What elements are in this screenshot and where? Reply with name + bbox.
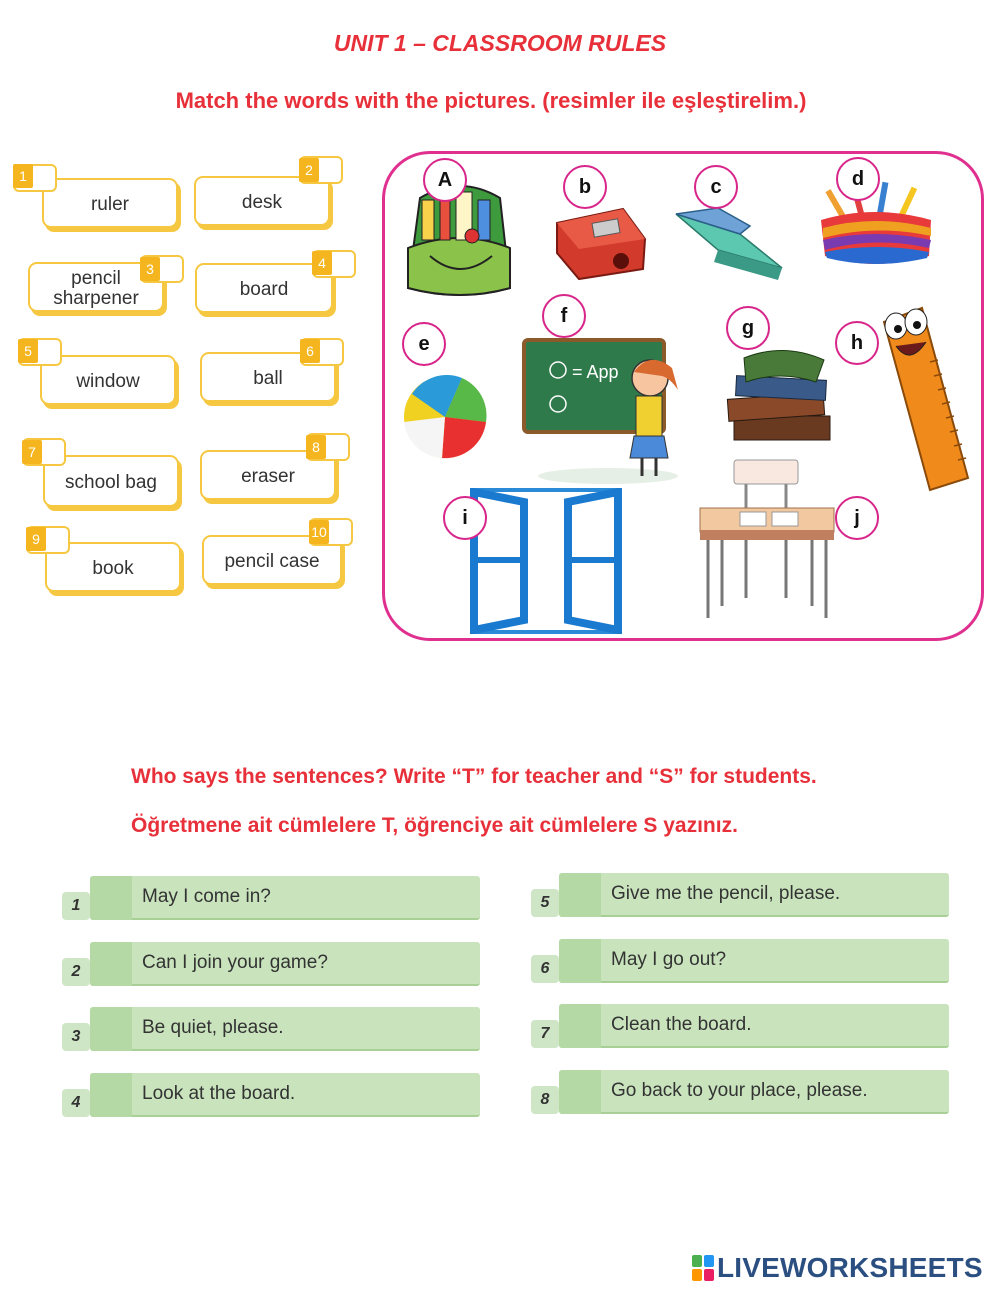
word-card-pencil-case: pencil case <box>202 535 342 585</box>
eraser-icon <box>670 204 788 284</box>
liveworksheets-icon <box>692 1255 714 1281</box>
teacher-student-instruction: Who says the sentences? Write “T” for teacher and “S” for students. <box>131 765 817 788</box>
sentence-text: Go back to your place, please. <box>611 1080 868 1101</box>
word-number-1: 1 <box>13 164 33 188</box>
answer-box-3[interactable] <box>90 1007 132 1051</box>
ball-icon <box>402 374 488 460</box>
picture-label-h: h <box>835 321 879 365</box>
sentence-text: Look at the board. <box>142 1083 296 1104</box>
answer-box-5[interactable] <box>559 873 601 917</box>
sentence-row-4 <box>62 1073 480 1117</box>
picture-label-f: f <box>542 294 586 338</box>
sentence-number: 5 <box>531 889 559 917</box>
answer-box-7[interactable] <box>559 1004 601 1048</box>
window-icon <box>470 488 622 634</box>
word-card-desk: desk <box>194 176 330 226</box>
sentence-number: 1 <box>62 892 90 920</box>
worksheet-title: UNIT 1 – CLASSROOM RULES <box>333 30 667 56</box>
board-chalk-text: = App <box>572 362 619 382</box>
word-number-3: 3 <box>140 257 160 281</box>
word-card-pencil-sharpener: pencil sharpener <box>28 262 164 312</box>
sentence-number: 2 <box>62 958 90 986</box>
sentence-number: 6 <box>531 955 559 983</box>
picture-label-g: g <box>726 306 770 350</box>
board-icon <box>522 338 682 486</box>
sentence-number: 4 <box>62 1089 90 1117</box>
sentence-number: 8 <box>531 1086 559 1114</box>
answer-box-4[interactable] <box>90 1073 132 1117</box>
word-number-6: 6 <box>300 339 320 363</box>
word-card-ruler: ruler <box>42 178 178 228</box>
word-number-5: 5 <box>18 339 38 363</box>
word-number-2: 2 <box>299 158 319 182</box>
liveworksheets-logo[interactable] <box>692 1252 983 1284</box>
logo-text: LIVEWORKSHEETS <box>717 1252 983 1283</box>
answer-box-6[interactable] <box>559 939 601 983</box>
school-bag-icon <box>400 178 520 300</box>
books-icon <box>724 342 836 446</box>
sentence-text: May I go out? <box>611 949 727 970</box>
pencil-case-icon <box>815 180 937 268</box>
word-card-window: window <box>40 355 176 405</box>
answer-box-1[interactable] <box>90 876 132 920</box>
teacher-student-instruction-turkish: Öğretmene ait cümlelere T, öğrenciye ait cümlelere S yazınız. <box>131 814 738 837</box>
sentence-text: Be quiet, please. <box>142 1017 284 1038</box>
word-number-7: 7 <box>22 440 42 464</box>
sentence-text: Give me the pencil, please. <box>611 883 841 904</box>
sentence-row-6 <box>531 939 949 983</box>
word-card-ball: ball <box>200 352 336 402</box>
word-number-8: 8 <box>306 435 326 459</box>
answer-box-2[interactable] <box>90 942 132 986</box>
picture-label-i: i <box>443 496 487 540</box>
picture-label-e: e <box>402 322 446 366</box>
sentence-row-7 <box>531 1004 949 1048</box>
word-card-board: board <box>195 263 333 313</box>
picture-label-j: j <box>835 496 879 540</box>
word-card-eraser: eraser <box>200 450 336 500</box>
sentence-row-8 <box>531 1070 949 1114</box>
word-card-school-bag: school bag <box>43 455 179 507</box>
sentence-text: May I come in? <box>142 886 271 907</box>
word-number-9: 9 <box>26 527 46 551</box>
sentence-number: 7 <box>531 1020 559 1048</box>
match-instruction: Match the words with the pictures. (resimler ile eşleştirelim.) <box>175 88 807 113</box>
picture-label-a: A <box>423 158 467 202</box>
picture-label-c: c <box>694 165 738 209</box>
sentence-text: Can I join your game? <box>142 952 328 973</box>
word-card-book: book <box>45 542 181 592</box>
sentence-row-5 <box>531 873 949 917</box>
word-number-10: 10 <box>309 520 329 544</box>
answer-box-8[interactable] <box>559 1070 601 1114</box>
sentence-text: Clean the board. <box>611 1014 752 1035</box>
word-number-4: 4 <box>312 251 332 275</box>
picture-label-b: b <box>563 165 607 209</box>
sentence-row-2 <box>62 942 480 986</box>
sentence-row-1 <box>62 876 480 920</box>
sentence-number: 3 <box>62 1023 90 1051</box>
ruler-icon <box>876 302 972 492</box>
sentence-row-3 <box>62 1007 480 1051</box>
pencil-sharpener-icon <box>553 203 649 283</box>
picture-label-d: d <box>836 157 880 201</box>
desk-icon <box>696 458 838 626</box>
